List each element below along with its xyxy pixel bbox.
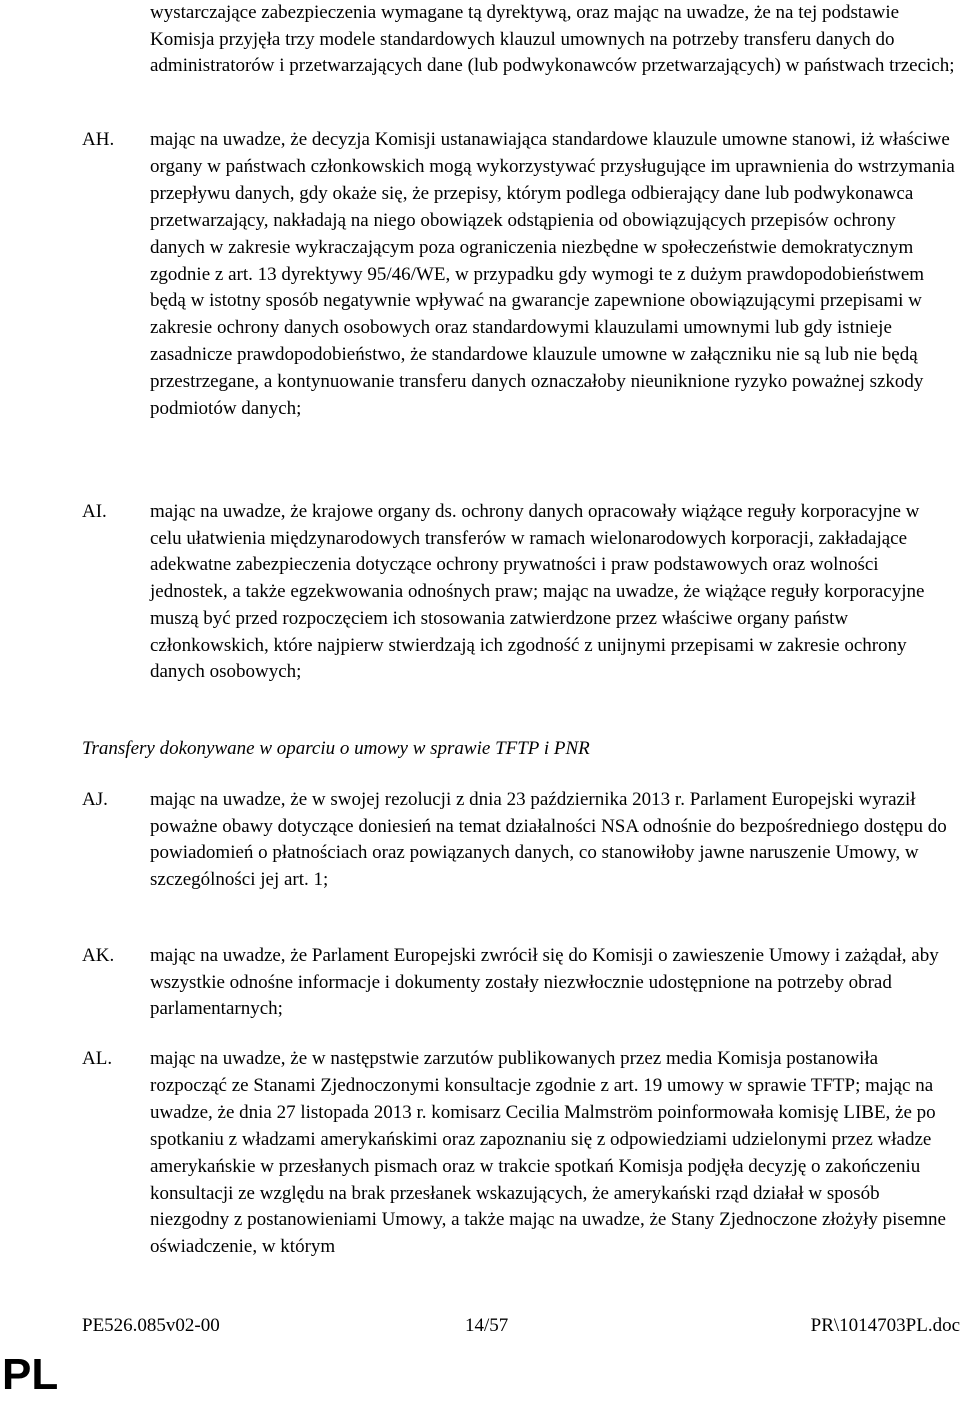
recital-label: AI. — [82, 501, 107, 522]
recital-text: mając na uwadze, że decyzja Komisji ustanawiająca standardowe klauzule umowne stanowi, iż właściwe organy w państwach członkowskich mogą wykorzystywać przysługujące im uprawnienia do wstrzymania przepływu danych, gdy okaże się, że przepisy, którym podlega odbierający dane lub podwykonawca przetwarzający, nakładają na niego obowiązek odstąpienia od obowiązujących przepisów ochrony danych w zakresie wykraczającym poza ograniczenia niezbędne w społeczeństwie demokratycznym zgodnie z art. 13 dyrektywy 95/46/WE, w przypadku gdy wymogi te z dużym prawdopodobieństwem będą w istotny sposób negatywnie wpływać na gwarancje zapewnione obowiązującymi przepisami w zakresie ochrony danych osobowych oraz standardowymi klauzulami umownymi lub gdy istnieje zasadnicze prawdopodobieństwo, że standardowe klauzule umowne w załączniku nie są lub nie będą przestrzegane, a kontynuowanie transferu danych oznaczałoby nieuniknione ryzyko poważnej szkody podmiotów danych; — [150, 129, 955, 420]
document-reference: PE526.085v02-00 — [82, 1315, 220, 1336]
recital-label: AH. — [82, 129, 115, 150]
intro-paragraph-continuation: wystarczające zabezpieczenia wymagane tą dyrektywą, oraz mając na uwadze, że na tej podstawie Komisja przyjęła trzy modele standardowych klauzul umownych na potrzeby transferu danych do administratorów i przetwarzających dane (lub podwykonawców przetwarzających) w państwach trzecich; — [150, 2, 955, 77]
page-footer — [0, 1313, 960, 1339]
recital-text: mając na uwadze, że w swojej rezolucji z dnia 23 października 2013 r. Parlament Europejski wyraził poważne obawy dotyczące doniesień na temat działalności NSA odnośnie do bezpośredniego dostępu do powiadomień o płatnościach oraz powiązanych danych, co stanowiłoby jawne naruszenie Umowy, w szczególności jej art. 1; — [150, 789, 947, 891]
page-number: 14/57 — [465, 1315, 509, 1336]
recital-label: AJ. — [82, 789, 108, 810]
language-code: PL — [2, 1350, 59, 1399]
document-filename: PR\1014703PL.doc — [810, 1315, 960, 1336]
recital-label: AL. — [82, 1048, 113, 1069]
recital-text: mając na uwadze, że krajowe organy ds. ochrony danych opracowały wiążące reguły korporacyjne w celu ułatwienia międzynarodowych transferów w ramach wielonarodowych korporacji, zakładające adekwatne zabezpieczenia dotyczące ochrony prywatności i praw podstawowych oraz wolności jednostek, a także egzekwowania odnośnych praw; mając na uwadze, że wiążące reguły korporacyjne muszą być przed rozpoczęciem ich stosowania zatwierdzone przez właściwe organy państw członkowskich, które najpierw stwierdzają ich zgodność z unijnymi przepisami w zakresie ochrony danych osobowych; — [150, 501, 925, 683]
recital-text: mając na uwadze, że w następstwie zarzutów publikowanych przez media Komisja postanowiła rozpocząć ze Stanami Zjednoczonymi konsultacje zgodnie z art. 19 umowy w sprawie TFTP; mając na uwadze, że dnia 27 listopada 2013 r. komisarz Cecilia Malmström poinformowała komisję LIBE, że po spotkaniu z władzami amerykańskimi oraz zapoznaniu się z odpowiedziami udzielonymi przez władze amerykańskie w przesłanych pismach oraz w trakcie spotkań Komisja podjęła decyzję o zakończeniu konsultacji ze względu na brak przesłanek wskazujących, że amerykański rząd działał w sposób niezgodny z postanowieniami Umowy, a także mając na uwadze, że Stany Zjednoczone złożyły pisemne oświadczenie, w którym — [150, 1048, 946, 1258]
section-heading: Transfery dokonywane w oparciu o umowy w sprawie TFTP i PNR — [82, 738, 590, 759]
recital-label: AK. — [82, 945, 115, 966]
recital-text: mając na uwadze, że Parlament Europejski zwrócił się do Komisji o zawieszenie Umowy i zażądał, aby wszystkie odnośne informacje i dokumenty zostały niezwłocznie udostępnione na potrzeby obrad parlamentarnych; — [150, 945, 939, 1020]
